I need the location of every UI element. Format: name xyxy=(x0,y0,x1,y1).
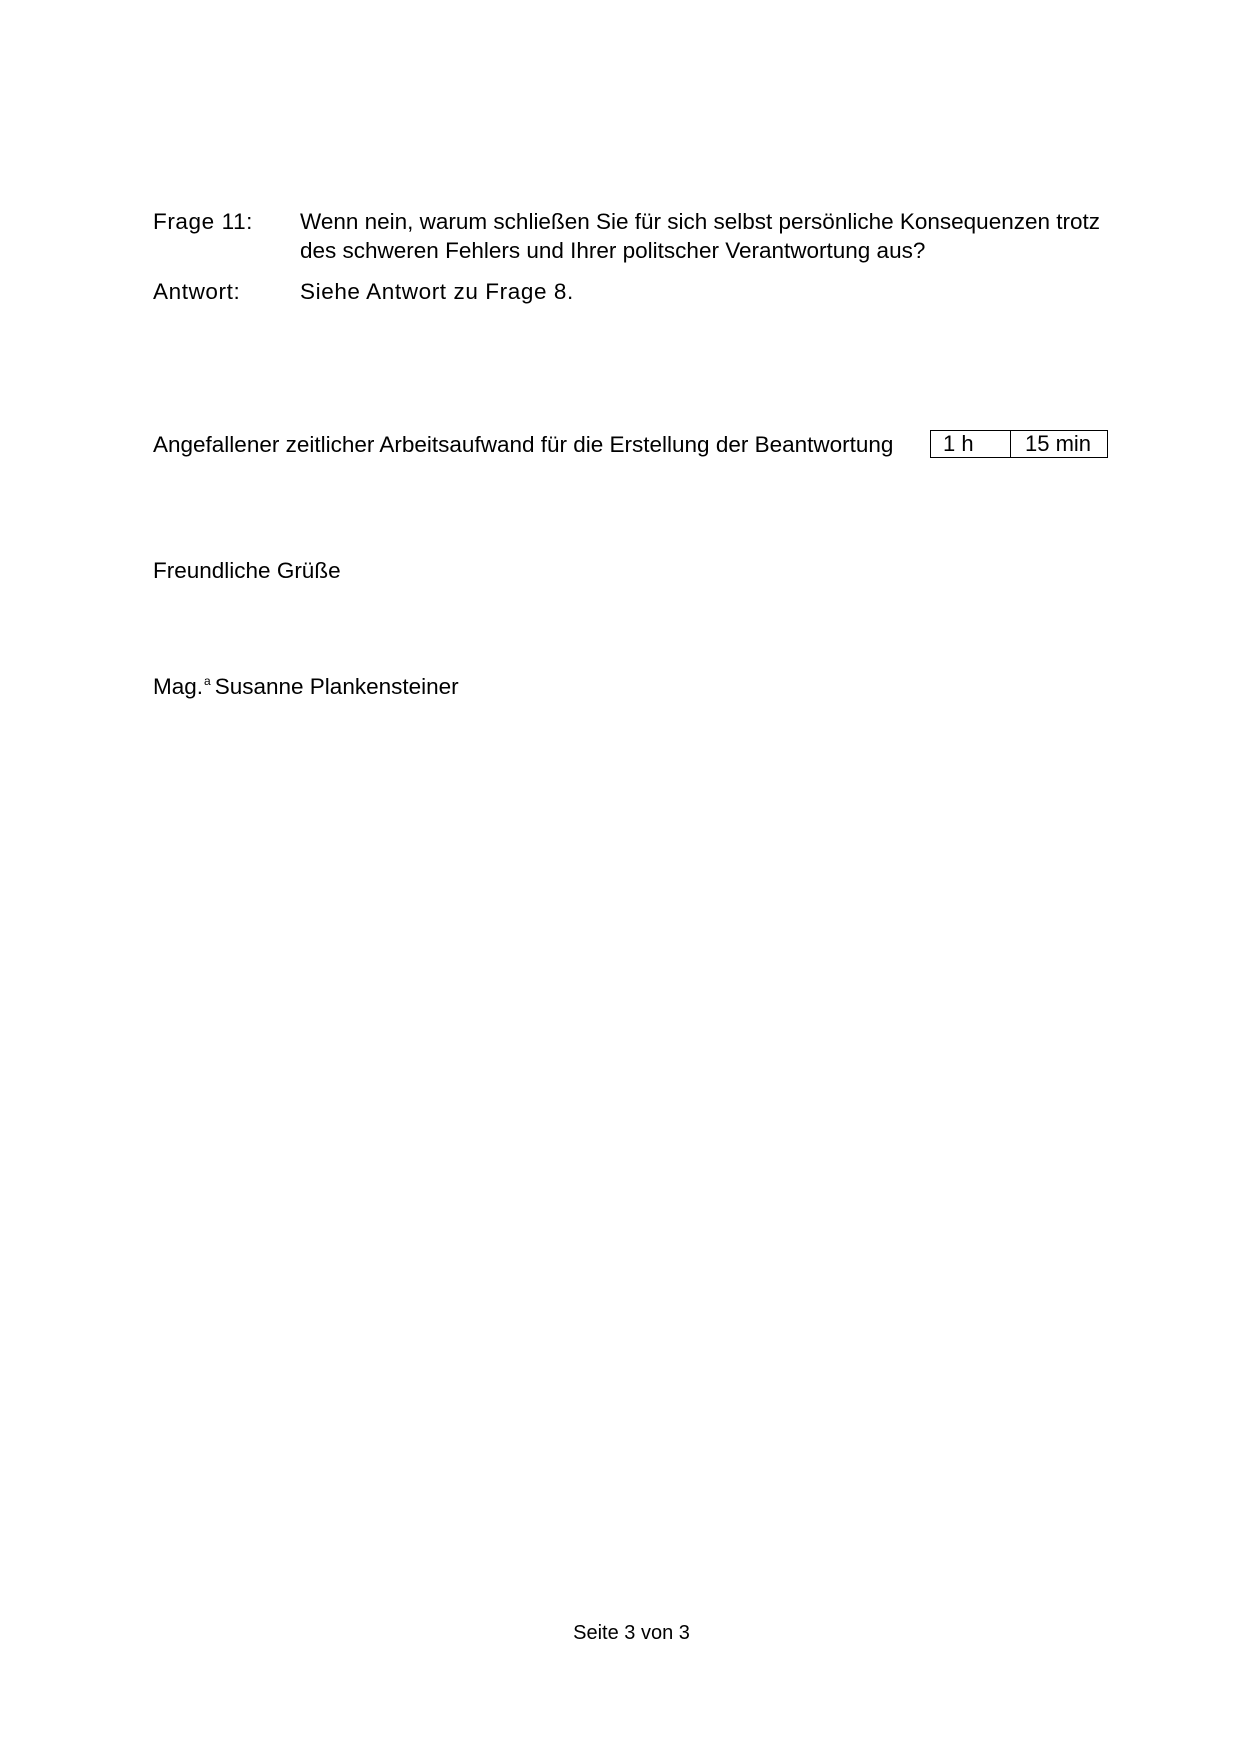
effort-table xyxy=(930,430,1108,458)
answer-label: Antwort: xyxy=(153,279,241,304)
answer-text: Siehe Antwort zu Frage 8. xyxy=(300,279,574,304)
effort-hours-cell: 1 h xyxy=(931,431,1011,457)
signature-title: Mag. xyxy=(153,674,204,699)
question-label: Frage 11: xyxy=(153,209,254,234)
effort-minutes-cell: 15 min xyxy=(1025,431,1092,456)
signature-title-suffix: a xyxy=(204,674,211,688)
closing-greeting: Freundliche Grüße xyxy=(153,558,341,583)
page-number-footer: Seite 3 von 3 xyxy=(573,1622,690,1644)
effort-label: Angefallener zeitlicher Arbeitsaufwand für die Erstellung der Beantwortung xyxy=(153,432,894,457)
question-block xyxy=(153,207,1123,267)
answer-block xyxy=(153,277,1123,307)
signature xyxy=(153,667,459,701)
question-text: Wenn nein, warum schließen Sie für sich selbst persönliche Konsequenzen trotz des schweren Fehlers und Ihrer politscher Verantwortung aus? xyxy=(300,209,1101,263)
signature-name: Susanne Plankensteiner xyxy=(214,674,459,699)
